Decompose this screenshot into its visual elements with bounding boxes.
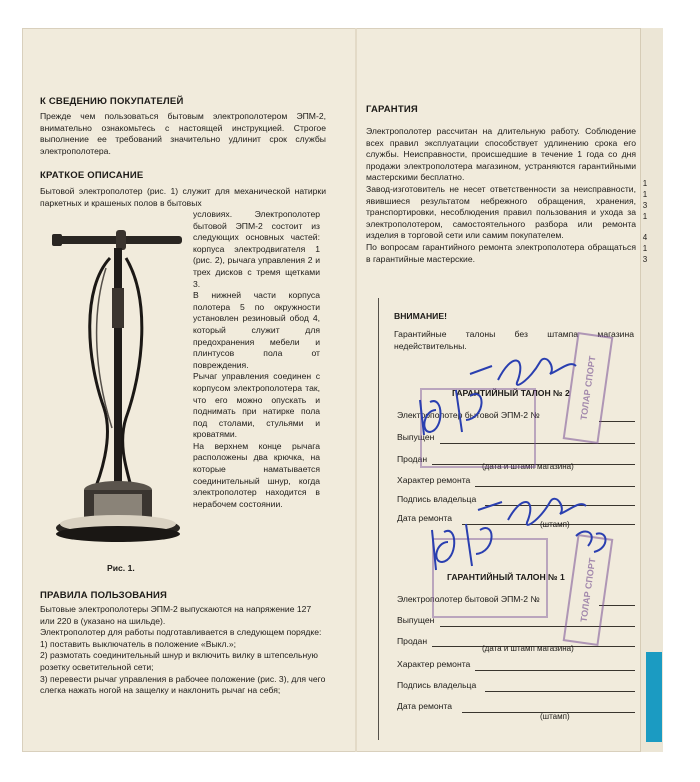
coupon-title: ГАРАНТИЙНЫЙ ТАЛОН № 2 xyxy=(452,388,570,398)
owner-signature-label: Подпись владельца xyxy=(397,680,477,690)
repair-nature-label: Характер ремонта xyxy=(397,475,471,485)
repair-date-label: Дата ремонта xyxy=(397,701,453,711)
shop-stamp-coupon-2: ТОЛАР СПОРТ xyxy=(563,332,614,444)
notice-text: Прежде чем пользоваться бытовым электрополотером ЭПМ-2, внимательно ознакомьтесь с настоящей инструкцией. Строгое выполнение ее требований значительно удлинит срок службы электрополотера. xyxy=(40,111,326,156)
attention-text: Гарантийные талоны без штампа магазина недействительны. xyxy=(394,329,634,351)
coupon-cut-line xyxy=(378,298,379,740)
serial-line xyxy=(599,605,635,606)
stamp-hint: (штамп) xyxy=(540,712,570,721)
stamp-hint: (штамп) xyxy=(540,520,570,529)
sold-label: Продан xyxy=(397,454,428,464)
side-code-b: 4 1 3 xyxy=(642,233,648,264)
repair-date-label: Дата ремонта xyxy=(397,513,453,523)
shop-stamp-coupon-1: ТОЛАР СПОРТ xyxy=(563,534,614,646)
warranty-title: ГАРАНТИЯ xyxy=(366,104,418,115)
date-shop-hint: (дата и штамп магазина) xyxy=(482,644,574,653)
owner-signature-line xyxy=(485,691,635,692)
notice-title: К СВЕДЕНИЮ ПОКУПАТЕЛЕЙ xyxy=(40,96,184,107)
owner-signature-label: Подпись владельца xyxy=(397,494,477,504)
date-shop-hint: (дата и штамп магазина) xyxy=(482,462,574,471)
page-fold xyxy=(355,28,357,752)
blue-edge-tab xyxy=(646,652,662,742)
attention-title: ВНИМАНИЕ! xyxy=(394,311,447,321)
rules-title: ПРАВИЛА ПОЛЬЗОВАНИЯ xyxy=(40,590,168,601)
warranty-text: Электрополотер рассчитан на длительную работу. Соблюдение всех правил эксплуатации способствует удлинению срока его службы. Неисправности, происшедшие в течение 1 года со дня продажи электрополотера магазином, устраняются гарантийными мастерскими бесплатно. Завод-изготовитель не несет ответственности за неисправности, явившиеся результатом небрежного обращения, хранения, транспортировки, несоблюдения правил пользования и ухода за электрополотером, самостоятельного разбора или ремонта изделия в торговой сети или самим покупателем. По вопросам гарантийного ремонта электрополотера обращаться в гарантийные мастерские. xyxy=(366,126,636,264)
issued-line xyxy=(440,626,635,627)
coupon-title: ГАРАНТИЙНЫЙ ТАЛОН № 1 xyxy=(447,572,565,582)
serial-label: Электрополотер бытовой ЭПМ-2 № xyxy=(397,594,540,604)
description-intro: Бытовой электрополотер (рис. 1) служит для механической натирки паркетных и крашеных полов в бытовых xyxy=(40,186,326,208)
serial-label: Электрополотер бытовой ЭПМ-2 № xyxy=(397,410,540,420)
rules-text: Бытовые электрополотеры ЭПМ-2 выпускаются на напряжение 127 или 220 в (указано на шильде). Электрополотер для работы подготавливается в следующем порядке: 1) поставить выключатель в положение «Выкл.»; 2) размотать соединительный шнур и включить вилку в штепсельную розетку осветительной сети; 3) перевести рычаг управления в рабочее положение (рис. 3), для чего слегка нажать ногой на защелку и наклонить рычаг на себя; xyxy=(40,604,326,696)
repair-nature-label: Характер ремонта xyxy=(397,659,471,669)
issued-label: Выпущен xyxy=(397,432,435,442)
floor-polisher-illustration xyxy=(52,228,192,548)
repair-nature-line xyxy=(475,670,635,671)
side-code-a: 1 1 3 1 xyxy=(642,179,648,221)
issued-label: Выпущен xyxy=(397,615,435,625)
figure-caption: Рис. 1. xyxy=(107,563,135,573)
description-column: условиях. Электрополотер бытовой ЭПМ-2 состоит из следующих основных частей: корпуса электродвигателя 1 (рис. 2), рычага управления 2 и трех дисков с тремя щетками 3. В нижней части корпуса полотера 5 по окружности установлен резиновый обод 4, который служит для предохранения мебели и плинтусов пола от повреждения. Рычаг управления соединен с корпусом электрополотера так, что его можно опускать и поднимать при натирке пола под столами, стульями и кроватями. На верхнем конце рычага расположены два крючка, на которые наматывается соединительный шнур, когда электрополотер находится в нерабочем состоянии. xyxy=(193,209,320,509)
description-title: КРАТКОЕ ОПИСАНИЕ xyxy=(40,170,144,181)
sold-label: Продан xyxy=(397,636,428,646)
page-edge xyxy=(640,28,663,752)
handwritten-sale-date-1 xyxy=(426,490,626,590)
